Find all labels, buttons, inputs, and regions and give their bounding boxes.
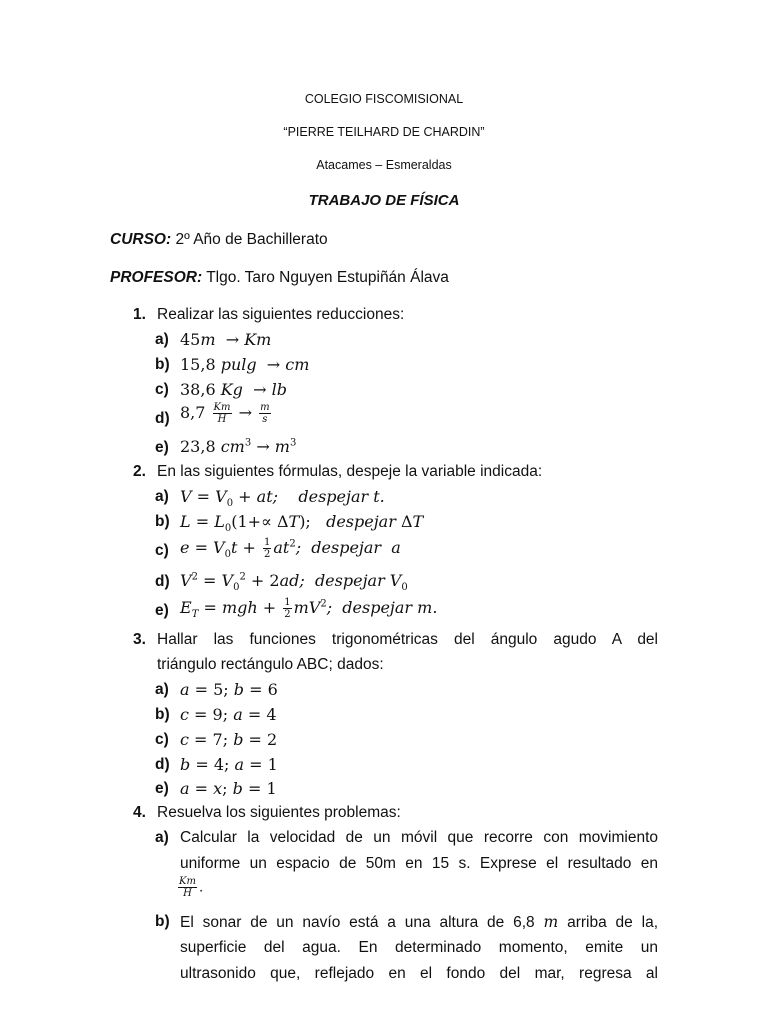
q1-d-expr: 8,7 $\frac{Km}{H}$ → $\frac{m}{s}$ [180,402,270,425]
profesor-label: PROFESOR [110,269,197,286]
q2-b-expr: $L = L_0(1+\propto \Delta T)$; despejar ΔT [180,512,424,535]
q4-b-label: b) [155,913,170,930]
q1-text: Realizar las siguientes reducciones: [157,306,405,323]
q3-b-expr: c = 9; a = 4 [180,705,277,724]
q3-d-expr: b = 4; a = 1 [180,755,278,774]
q4-a-line-2: uniforme un espacio de 50m en 15 s. Exprese el resultado en [180,855,658,872]
q1-d-label: d) [155,410,170,427]
curso-label: CURSO [110,231,166,248]
profesor-line: PROFESOR: Tlgo. Taro Nguyen Estupiñán Álava [110,269,449,286]
q3-a-label: a) [155,681,169,698]
q4-a-line-1: Calcular la velocidad de un móvil que recorre con movimiento [180,829,658,846]
q4-text: Resuelva los siguientes problemas: [157,804,401,821]
q3-d-label: d) [155,756,170,773]
q2-number: 2. [133,463,146,480]
q4-b-line-1-unit: m [543,913,559,931]
school-type: COLEGIO FISCOMISIONAL [304,92,464,106]
q2-c-expr: $e = V_0t$ + $\frac{1}{2}$ $at^2$; despejar a [180,537,401,561]
q1-number: 1. [133,306,146,323]
school-location: Atacames – Esmeraldas [316,158,452,172]
q2-text: En las siguientes fórmulas, despeje la variable indicada: [157,463,543,480]
q2-b-label: b) [155,513,170,530]
q3-a-expr: a = 5; b = 6 [180,680,278,699]
q2-a-expr: $V = V_0$ + at; despejar t. [180,487,385,510]
q4-a-unit-den: H [183,888,192,899]
q2-d-expr: $V^2 = V_0^2 + 2ad$; despejar $V_0$ [180,571,408,594]
q1-c-label: c) [155,381,169,398]
q3-b-label: b) [155,706,170,723]
q2-e-expr: $E_T$ = mgh + $\frac{1}{2}$ $mV^2$; despejar m. [180,597,438,621]
q1-b-label: b) [155,356,170,373]
q2-e-label: e) [155,602,169,619]
q4-b-line-1 [180,913,658,932]
q3-number: 3. [133,631,146,648]
q1-e-label: e) [155,439,169,456]
q3-line-1: Hallar las funciones trigonométricas del ángulo agudo A del [157,631,658,648]
q1-a-label: a) [155,331,169,348]
q4-a-label: a) [155,829,169,846]
q4-a-unit: $\frac{Km}{H}$ . [179,876,204,899]
q4-b-line-3: ultrasonido que, reflejado en el fondo del mar, regresa al [180,965,658,982]
q3-c-expr: c = 7; b = 2 [180,730,278,749]
q4-b-line-1-post: arriba de la, [567,914,658,931]
curso-line: CURSO: 2º Año de Bachillerato [110,231,328,248]
q1-c-expr: 38,6 Kg → lb [180,380,287,399]
document-title: TRABAJO DE FÍSICA [308,192,460,209]
q4-b-line-1-pre: El sonar de un navío está a una altura de 6,8 [180,914,535,931]
q3-e-expr: a = x; b = 1 [180,779,277,798]
q2-a-label: a) [155,488,169,505]
q1-b-expr: 15,8 pulg → cm [180,355,310,374]
q2-c-label: c) [155,542,169,559]
q3-e-label: e) [155,780,169,797]
q4-a-unit-num: Km [179,876,196,887]
q1-e-expr: 23,8 $cm^3 \to m^3$ [180,437,297,456]
q4-number: 4. [133,804,146,821]
q4-b-line-2: superficie del agua. En determinado momento, emite un [180,939,658,956]
q3-line-2: triángulo rectángulo ABC; dados: [157,656,384,673]
school-name: “PIERRE TEILHARD DE CHARDIN” [283,125,485,139]
q2-d-label: d) [155,573,170,590]
q1-a-expr: 45m → Km [180,330,272,349]
profesor-value: Tlgo. Taro Nguyen Estupiñán Álava [206,269,449,286]
curso-value: 2º Año de Bachillerato [175,231,328,248]
q3-c-label: c) [155,731,169,748]
